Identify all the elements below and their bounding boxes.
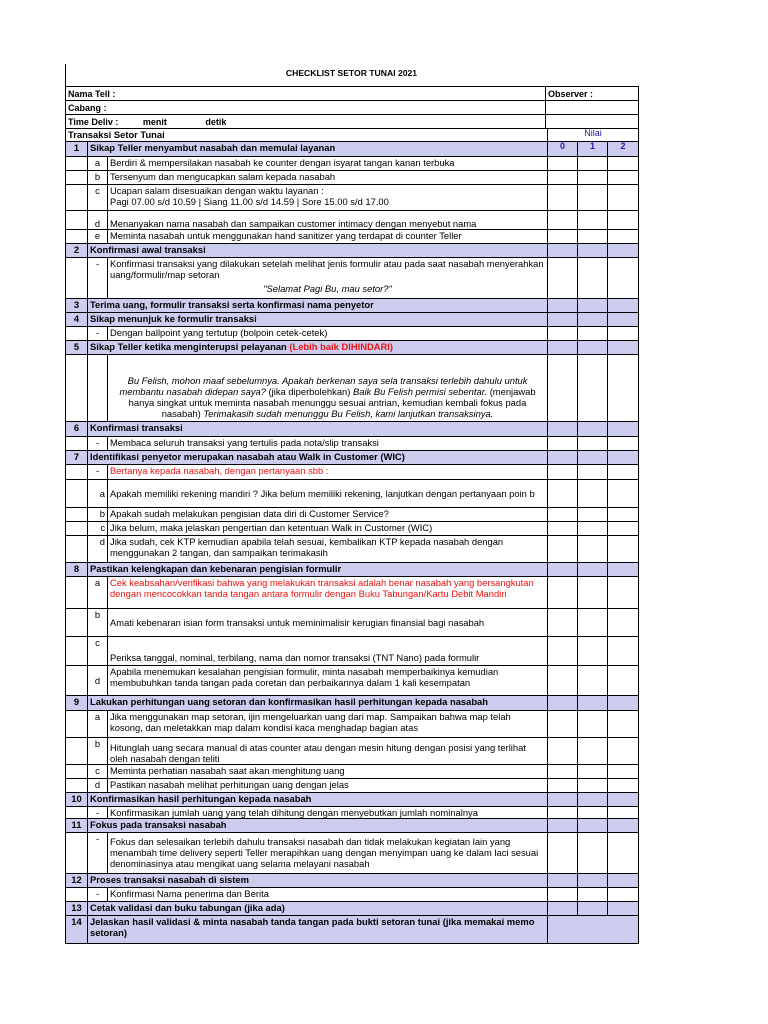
checklist-item: Bertanya kepada nasabah, dengan pertanyaan sbb : xyxy=(108,465,548,480)
score-cell[interactable] xyxy=(548,536,578,563)
score-0-label: 0 xyxy=(560,141,566,151)
menit-label: menit xyxy=(142,116,167,127)
item-label: b xyxy=(88,738,108,765)
section-title: Fokus pada transaksi nasabah xyxy=(88,819,548,833)
score-cell[interactable] xyxy=(548,765,578,779)
score-cell[interactable] xyxy=(548,480,578,508)
score-cell[interactable] xyxy=(608,522,639,536)
item-label: c xyxy=(88,522,108,536)
section-number: 13 xyxy=(66,902,88,916)
section-number: 2 xyxy=(66,244,88,258)
section-number: 8 xyxy=(66,563,88,577)
observer-field[interactable]: Observer : xyxy=(546,87,639,101)
section-number: 10 xyxy=(66,793,88,807)
greeting-quote: "Selamat Pagi Bu, mau setor?" xyxy=(263,283,392,294)
score-cell[interactable] xyxy=(548,437,578,451)
score-cell[interactable] xyxy=(578,355,608,422)
warning-text: (Lebih baik DIHINDARI) xyxy=(289,341,394,352)
item-label: - xyxy=(88,327,108,341)
score-2[interactable] xyxy=(608,142,639,157)
script-text: Baik Bu Felish permisi sebentar. xyxy=(352,386,488,397)
score-cell[interactable] xyxy=(578,157,608,171)
score-cell[interactable] xyxy=(608,422,639,437)
checklist-item: Tersenyum dan mengucapkan salam kepada nasabah xyxy=(108,171,548,185)
score-cell[interactable] xyxy=(548,793,578,807)
item-label: d xyxy=(88,779,108,793)
score-cell[interactable] xyxy=(578,711,608,738)
section-title: Cetak validasi dan buku tabungan (jika ada) xyxy=(88,902,548,916)
item-label: - xyxy=(88,437,108,451)
nilai-header xyxy=(548,129,639,142)
score-cell[interactable] xyxy=(608,341,639,355)
section-title: Pastikan kelengkapan dan kebenaran pengisian formulir xyxy=(88,563,548,577)
section-number: 11 xyxy=(66,819,88,833)
script-text: (jika diperbolehkan) xyxy=(268,386,351,397)
time-delivery-field[interactable] xyxy=(66,115,546,129)
score-cell[interactable] xyxy=(548,711,578,738)
score-cell[interactable] xyxy=(608,299,639,313)
score-cell[interactable] xyxy=(548,508,578,522)
score-cell[interactable] xyxy=(548,666,578,696)
score-cell[interactable] xyxy=(548,609,578,637)
score-cell[interactable] xyxy=(548,422,578,437)
score-cell[interactable] xyxy=(548,157,578,171)
item-text: Konfirmasi transaksi yang dilakukan setelah melihat jenis formulir atau pada saat nasabah menyerahkan uang/formulir/map setoran xyxy=(110,258,544,280)
score-cell[interactable] xyxy=(548,244,578,258)
item-label: - xyxy=(88,888,108,902)
score-cell[interactable] xyxy=(548,522,578,536)
score-cell[interactable] xyxy=(578,341,608,355)
item-label: a xyxy=(88,480,108,508)
checklist-item: Apakah memiliki rekening mandiri ? Jika belum memiliki rekening, lanjutkan dengan pertanyaan poin b xyxy=(108,480,548,508)
section-number: 7 xyxy=(66,451,88,465)
section-title: Lakukan perhitungan uang setoran dan konfirmasikan hasil perhitungan kepada nasabah xyxy=(88,696,548,711)
section-number: 4 xyxy=(66,313,88,327)
score-cell[interactable] xyxy=(548,833,578,874)
score-cell[interactable] xyxy=(608,480,639,508)
checklist-item: Meminta nasabah untuk menggunakan hand sanitizer yang terdapat di counter Teller xyxy=(108,230,548,244)
score-cell[interactable] xyxy=(578,258,608,299)
score-cell[interactable] xyxy=(608,765,639,779)
section-title: Terima uang, formulir transaksi serta konfirmasi nama penyetor xyxy=(88,299,548,313)
score-cell[interactable] xyxy=(578,637,608,666)
item-text: Pagi 07.00 s/d 10.59 | Siang 11.00 s/d 14.59 | Sore 15.00 s/d 17.00 xyxy=(110,196,389,207)
item-label: b xyxy=(88,609,108,637)
checklist-item: Apabila menemukan kesalahan pengisian formulir, minta nasabah memperbaikinya kemudian membubuhkan tanda tangan pada coretan dan perbaikannya dalam 1 kali kesempatan xyxy=(108,666,548,696)
score-cell[interactable] xyxy=(608,819,639,833)
score-cell[interactable] xyxy=(608,451,639,465)
checklist-item: Jika belum, maka jelaskan pengertian dan ketentuan Walk in Customer (WIC) xyxy=(108,522,548,536)
score-cell[interactable] xyxy=(548,888,578,902)
checklist-item: Berdiri & mempersilakan nasabah ke counter dengan isyarat tangan kanan terbuka xyxy=(108,157,548,171)
checklist-item: Menanyakan nama nasabah dan sampaikan customer intimacy dengan menyebut nama xyxy=(108,211,548,230)
score-cell[interactable] xyxy=(578,437,608,451)
checklist-item: Hitunglah uang secara manual di atas counter atau dengan mesin hitung dengan posisi yang terlihat oleh nasabah dengan teliti xyxy=(108,738,548,765)
score-cell[interactable] xyxy=(548,637,578,666)
item-label: - xyxy=(88,833,108,874)
item-label: c xyxy=(88,765,108,779)
score-cell[interactable] xyxy=(578,696,608,711)
script-text: (menjawab hanya singkat untuk meminta nasabah menunggu sesuai antrian, kemudian kembali fokus pada nasabah) xyxy=(128,386,536,419)
score-cell[interactable] xyxy=(608,244,639,258)
score-cell[interactable] xyxy=(578,244,608,258)
section-title: Konfirmasi transaksi xyxy=(88,422,548,437)
score-cell[interactable] xyxy=(608,211,639,230)
item-label: - xyxy=(88,258,108,299)
time-label: Time Deliv : xyxy=(68,116,119,127)
section-title: Identifikasi penyetor merupakan nasabah atau Walk in Customer (WIC) xyxy=(88,451,548,465)
section-title-text: Sikap Teller ketika menginterupsi pelayanan xyxy=(90,341,287,352)
score-cell[interactable] xyxy=(578,888,608,902)
score-cell[interactable] xyxy=(548,355,578,422)
item-label: d xyxy=(88,211,108,230)
item-text: Ucapan salam disesuaikan dengan waktu layanan : xyxy=(110,185,324,196)
score-cell[interactable] xyxy=(578,765,608,779)
cabang-field[interactable]: Cabang : xyxy=(66,101,546,115)
score-cell[interactable] xyxy=(608,779,639,793)
score-cell[interactable] xyxy=(578,902,608,916)
score-cell[interactable] xyxy=(608,888,639,902)
score-cell[interactable] xyxy=(608,738,639,765)
score-cell[interactable] xyxy=(548,902,578,916)
header-table xyxy=(65,86,639,129)
score-cell[interactable] xyxy=(578,522,608,536)
score-cell[interactable] xyxy=(608,327,639,341)
interrupt-script xyxy=(108,355,548,422)
score-cell[interactable] xyxy=(608,577,639,609)
section-title: Jelaskan hasil validasi & minta nasabah tanda tangan pada bukti setoran tunai (jika memakai memo setoran) xyxy=(88,916,548,944)
script-text: Bu Felish, mohon maaf sebelumnya. Apakah berkenan saya sela transaksi terlebih dahulu untuk membantu nasabah didepan saya? xyxy=(119,375,528,397)
score-cell[interactable] xyxy=(578,536,608,563)
score-cell[interactable] xyxy=(578,779,608,793)
score-cell[interactable] xyxy=(578,609,608,637)
score-cell[interactable] xyxy=(548,230,578,244)
observer-blank-2 xyxy=(546,115,639,129)
section-number: 9 xyxy=(66,696,88,711)
checklist-item: Jika sudah, cek KTP kemudian apabila telah sesuai, kembalikan KTP kepada nasabah dengan menggunakan 2 tangan, dan sampaikan terimakasih xyxy=(108,536,548,563)
score-cell[interactable] xyxy=(608,696,639,711)
score-cell[interactable] xyxy=(578,313,608,327)
section-title xyxy=(88,341,548,355)
score-cell[interactable] xyxy=(608,637,639,666)
score-cell[interactable] xyxy=(578,451,608,465)
score-cell[interactable] xyxy=(578,508,608,522)
observer-blank-1 xyxy=(546,101,639,115)
section-number: 1 xyxy=(66,142,88,157)
score-cell[interactable] xyxy=(608,230,639,244)
section-title: Proses transaksi nasabah di sistem xyxy=(88,874,548,888)
score-cell[interactable] xyxy=(548,738,578,765)
score-cell[interactable] xyxy=(548,916,639,944)
score-cell[interactable] xyxy=(608,437,639,451)
score-cell[interactable] xyxy=(578,819,608,833)
score-cell[interactable] xyxy=(608,793,639,807)
item-label: c xyxy=(88,637,108,666)
score-cell[interactable] xyxy=(578,793,608,807)
score-0[interactable] xyxy=(548,142,578,157)
score-cell[interactable] xyxy=(608,185,639,211)
checklist-item: Pastikan nasabah melihat perhitungan uang dengan jelas xyxy=(108,779,548,793)
score-cell[interactable] xyxy=(578,171,608,185)
score-cell[interactable] xyxy=(608,157,639,171)
score-cell[interactable] xyxy=(608,666,639,696)
score-cell[interactable] xyxy=(578,465,608,480)
score-cell[interactable] xyxy=(608,313,639,327)
checklist-item: Konfirmasikan jumlah uang yang telah dihitung dengan menyebutkan jumlah nominalnya xyxy=(108,807,548,819)
section-number: 6 xyxy=(66,422,88,437)
checklist-item xyxy=(108,258,548,299)
item-label: - xyxy=(88,465,108,480)
score-cell[interactable] xyxy=(548,258,578,299)
checklist-item: Periksa tanggal, nominal, terbilang, nama dan nomor transaksi (TNT Nano) pada formulir xyxy=(108,637,548,666)
score-cell[interactable] xyxy=(548,341,578,355)
score-cell[interactable] xyxy=(548,327,578,341)
nama-tell-field[interactable]: Nama Tell : xyxy=(66,87,546,101)
score-cell[interactable] xyxy=(578,874,608,888)
score-cell[interactable] xyxy=(608,833,639,874)
score-cell[interactable] xyxy=(578,327,608,341)
checklist-item: Cek keabsahan/verifikasi bahwa yang melakukan transaksi adalah benar nasabah yang bersangkutan dengan mencocokkan tanda tangan antara formulir dengan Buku Tabungan/Kartu Debit Mandiri xyxy=(108,577,548,609)
score-2-label: 2 xyxy=(620,141,626,151)
section-title: Sikap menunjuk ke formulir transaksi xyxy=(88,313,548,327)
score-cell[interactable] xyxy=(548,185,578,211)
score-cell[interactable] xyxy=(548,874,578,888)
score-cell[interactable] xyxy=(608,536,639,563)
script-text: Terimakasih sudah menunggu Bu Felish, kami lanjutkan transaksinya. xyxy=(203,408,494,419)
score-cell[interactable] xyxy=(548,171,578,185)
section-number: 14 xyxy=(66,916,88,944)
score-cell[interactable] xyxy=(548,577,578,609)
transaksi-title: Transaksi Setor Tunai xyxy=(66,129,548,142)
checklist-item: Amati kebenaran isian form transaksi untuk meminimalisir kerugian finansial bagi nasabah xyxy=(108,609,548,637)
score-cell[interactable] xyxy=(578,577,608,609)
score-cell[interactable] xyxy=(548,819,578,833)
score-cell[interactable] xyxy=(548,465,578,480)
score-1-label: 1 xyxy=(590,141,596,151)
item-label: b xyxy=(88,171,108,185)
score-cell[interactable] xyxy=(608,563,639,577)
score-cell[interactable] xyxy=(578,738,608,765)
section-number: 12 xyxy=(66,874,88,888)
score-cell[interactable] xyxy=(578,833,608,874)
score-cell[interactable] xyxy=(548,563,578,577)
section-number: 3 xyxy=(66,299,88,313)
score-cell[interactable] xyxy=(608,874,639,888)
score-cell[interactable] xyxy=(548,313,578,327)
score-cell[interactable] xyxy=(578,211,608,230)
checklist-item: Jika menggunakan map setoran, ijin mengeluarkan uang dari map. Sampaikan bahwa map telah kosong, dan meletakkan map dalam kondisi kaca menghadap bagian atas xyxy=(108,711,548,738)
item-label: a xyxy=(88,711,108,738)
score-cell[interactable] xyxy=(548,779,578,793)
detik-label: detik xyxy=(205,116,227,127)
score-cell[interactable] xyxy=(608,902,639,916)
score-cell[interactable] xyxy=(548,807,578,819)
score-cell[interactable] xyxy=(578,480,608,508)
score-cell[interactable] xyxy=(608,171,639,185)
item-label: d xyxy=(88,666,108,696)
checklist-item: Meminta perhatian nasabah saat akan menghitung uang xyxy=(108,765,548,779)
score-cell[interactable] xyxy=(608,465,639,480)
item-label: a xyxy=(88,157,108,171)
score-cell[interactable] xyxy=(548,299,578,313)
item-label: c xyxy=(88,185,108,211)
score-cell[interactable] xyxy=(608,609,639,637)
item-label: d xyxy=(88,536,108,563)
item-label: b xyxy=(88,508,108,522)
score-cell[interactable] xyxy=(608,807,639,819)
score-cell[interactable] xyxy=(608,355,639,422)
score-cell[interactable] xyxy=(548,696,578,711)
nilai-label: Nilai xyxy=(584,128,602,138)
section-number: 5 xyxy=(66,341,88,355)
score-cell[interactable] xyxy=(578,230,608,244)
checklist-item: Membaca seluruh transaksi yang tertulis pada nota/slip transaksi xyxy=(108,437,548,451)
score-cell[interactable] xyxy=(548,211,578,230)
score-cell[interactable] xyxy=(578,185,608,211)
score-cell[interactable] xyxy=(578,666,608,696)
checklist-item: Apakah sudah melakukan pengisian data diri di Customer Service? xyxy=(108,508,548,522)
item-label: - xyxy=(88,807,108,819)
checklist-item xyxy=(108,185,548,211)
score-cell[interactable] xyxy=(578,422,608,437)
checklist-table xyxy=(65,128,639,944)
score-cell[interactable] xyxy=(578,807,608,819)
score-cell[interactable] xyxy=(578,563,608,577)
item-label: a xyxy=(88,577,108,609)
score-cell[interactable] xyxy=(608,258,639,299)
page-title: CHECKLIST SETOR TUNAI 2021 xyxy=(285,68,418,78)
score-cell[interactable] xyxy=(578,299,608,313)
score-cell[interactable] xyxy=(608,508,639,522)
score-cell[interactable] xyxy=(608,711,639,738)
checklist-item: Fokus dan selesaikan terlebih dahulu transaksi nasabah dan tidak melakukan kegiatan lain yang menambah time delivery seperti Teller merapihkan uang dengan menyimpan uang ke dalam laci sesuai denominasinya atau mengikat uang selama melayani nasabah xyxy=(108,833,548,874)
score-cell[interactable] xyxy=(548,451,578,465)
checklist-item: Konfirmasi Nama penerima dan Berita xyxy=(108,888,548,902)
score-1[interactable] xyxy=(578,142,608,157)
checklist-item: Dengan ballpoint yang tertutup (bolpoin cetek-cetek) xyxy=(108,327,548,341)
section-title: Konfirmasikan hasil perhitungan kepada nasabah xyxy=(88,793,548,807)
section-title: Sikap Teller menyambut nasabah dan memulai layanan xyxy=(88,142,548,157)
section-title: Konfirmasi awal transaksi xyxy=(88,244,548,258)
item-label: e xyxy=(88,230,108,244)
